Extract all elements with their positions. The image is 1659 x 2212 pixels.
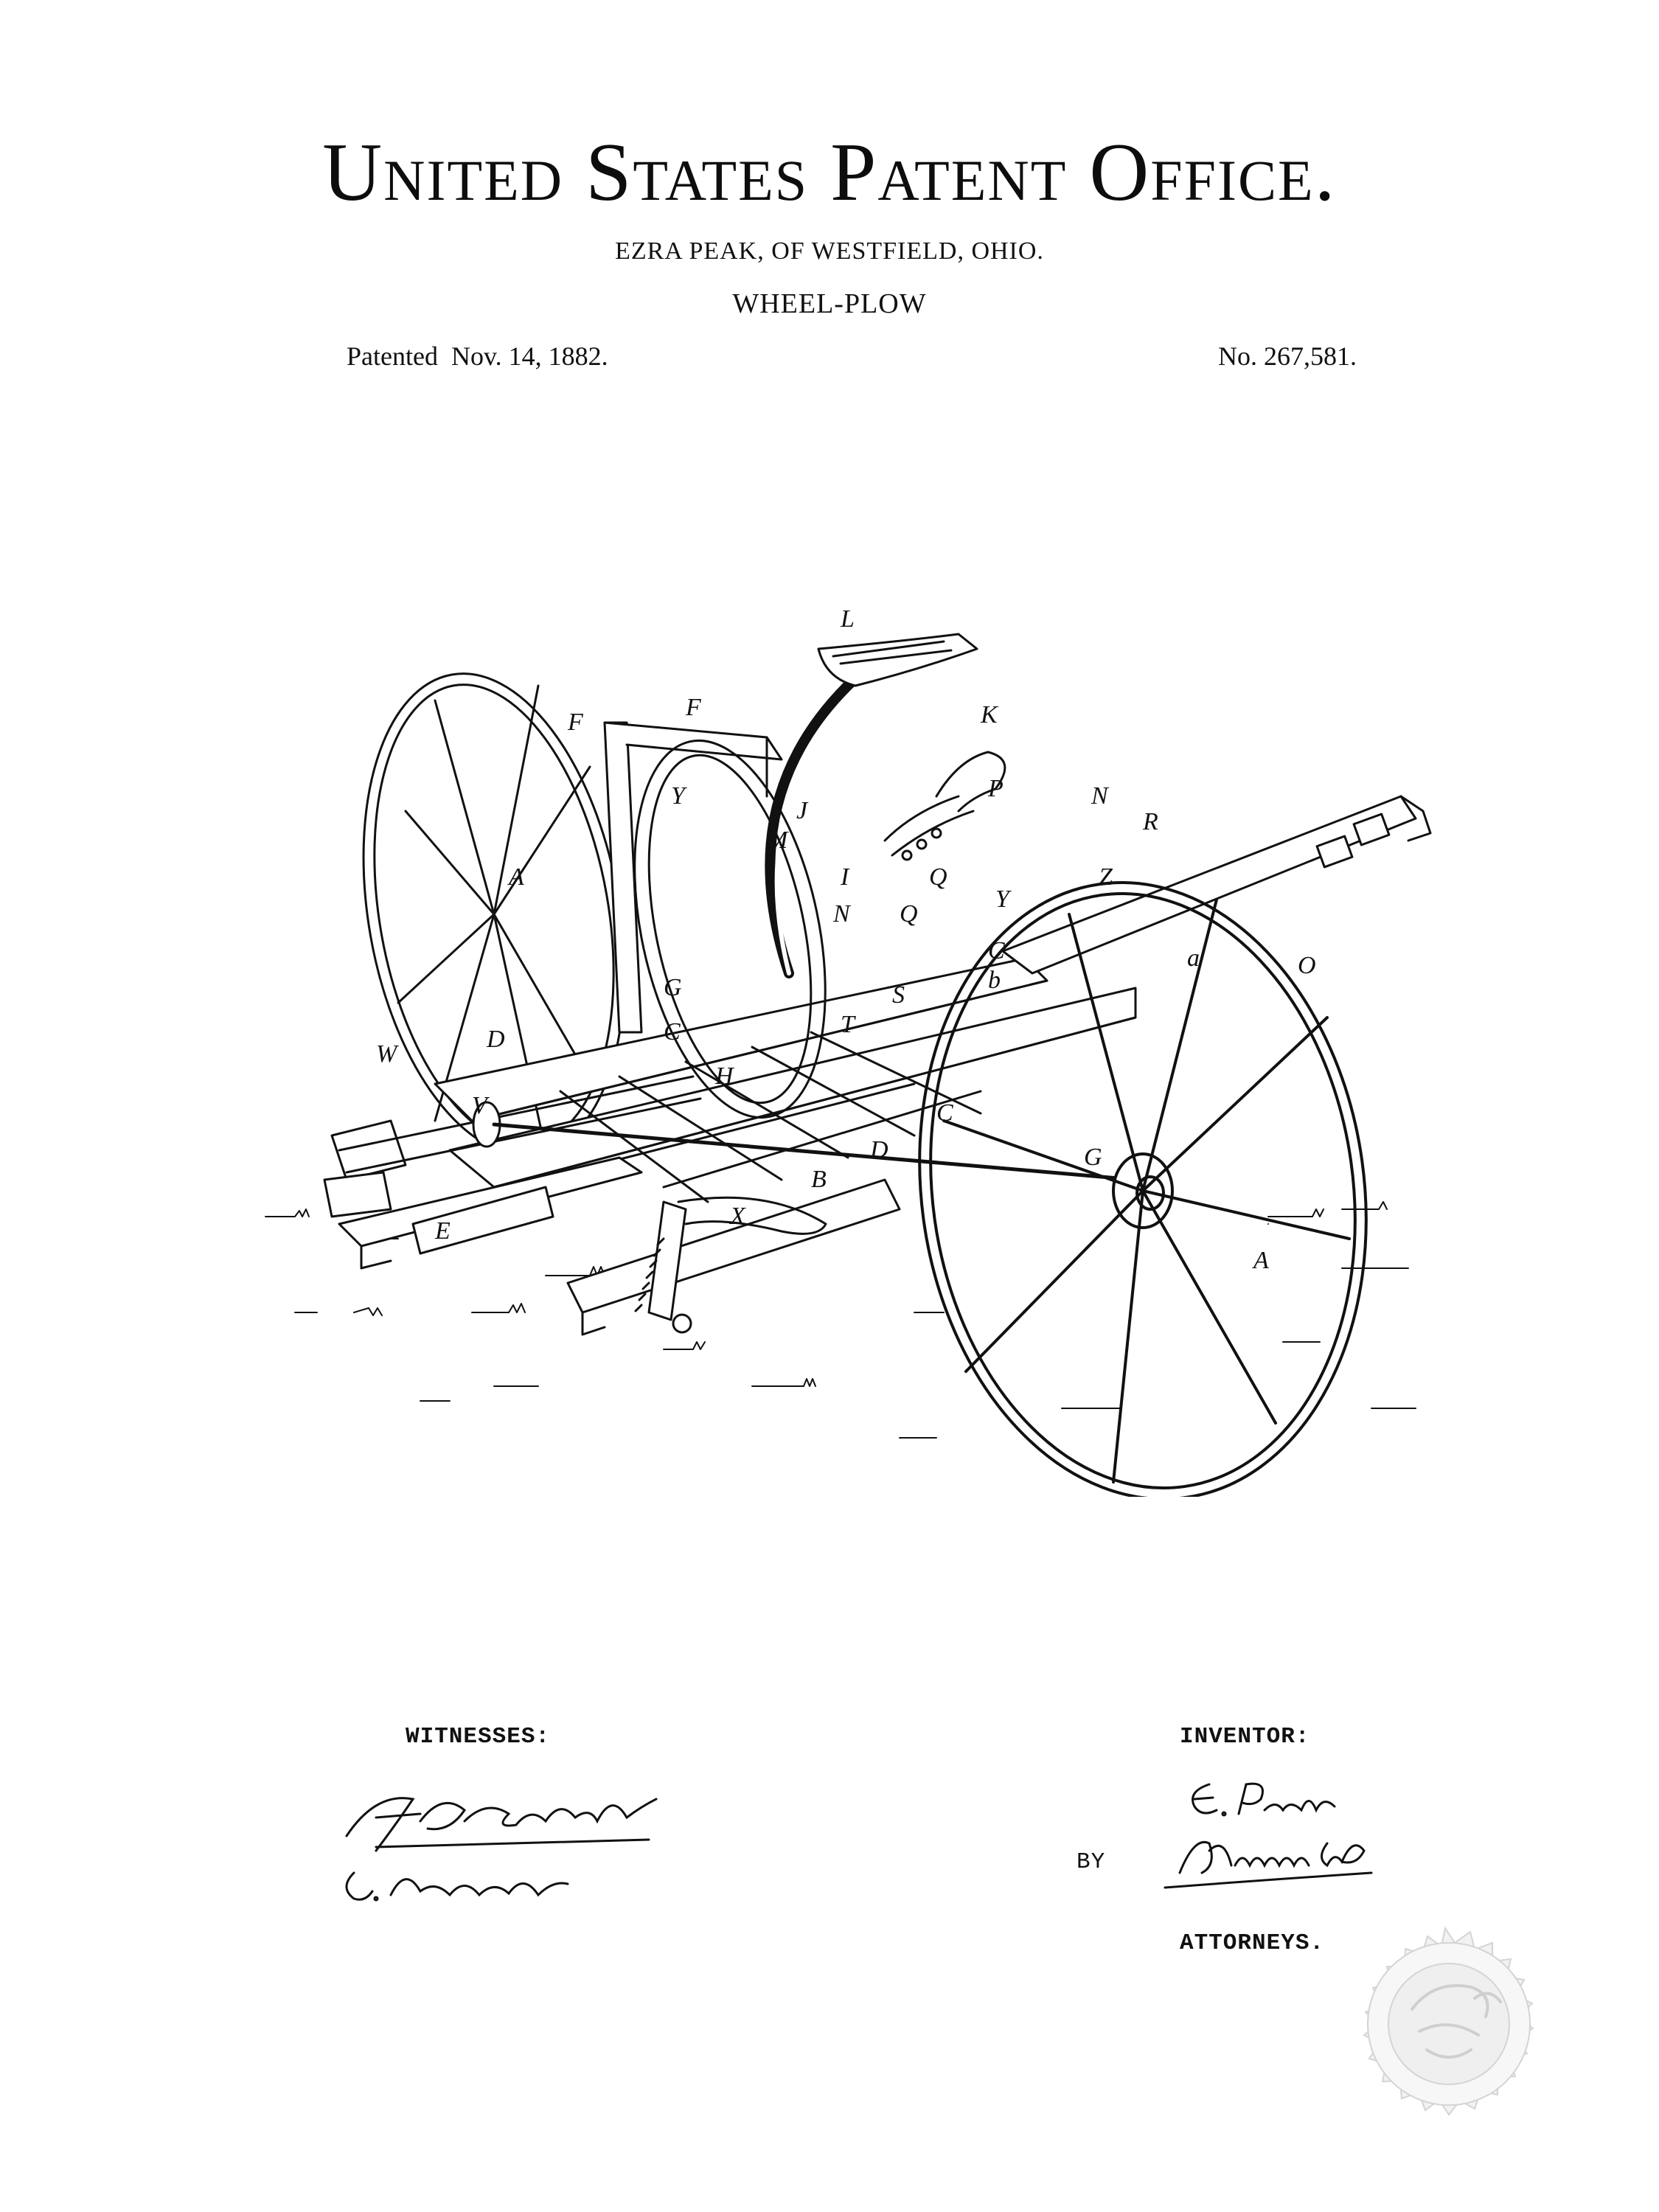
attorneys-heading: ATTORNEYS.	[1180, 1930, 1325, 1956]
ref-letter: W	[376, 1040, 397, 1068]
ref-letter: a	[1187, 945, 1200, 972]
inventor-heading: INVENTOR:	[1180, 1724, 1310, 1750]
ref-letter: K	[981, 701, 998, 728]
ref-letter: V	[472, 1092, 487, 1119]
inventor-line: EZRA PEAK, OF WESTFIELD, OHIO.	[615, 237, 1044, 265]
ref-letter: E	[435, 1217, 451, 1245]
attorney-signature	[1150, 1821, 1386, 1902]
ref-letter: C	[664, 1018, 681, 1046]
ref-letter: C	[988, 937, 1005, 964]
ref-letter: A	[509, 863, 524, 891]
witnesses-heading: WITNESSES:	[406, 1724, 551, 1750]
ref-letter: C	[936, 1099, 953, 1127]
ref-letter: T	[841, 1011, 855, 1038]
ref-letter: Q	[900, 900, 918, 928]
witness-signature-1	[332, 1777, 671, 1858]
ref-letter: N	[833, 900, 850, 928]
ref-letter: L	[841, 605, 855, 633]
by-label: BY	[1077, 1849, 1106, 1875]
inventor-signature	[1172, 1770, 1349, 1829]
ref-letter: Y	[995, 886, 1009, 913]
patent-date: Patented Nov. 14, 1882.	[347, 341, 608, 371]
ref-letter: I	[841, 863, 849, 891]
ref-letter: F	[686, 694, 701, 721]
ref-letter: P	[988, 775, 1004, 802]
office-title: United States Patent Office.	[322, 127, 1337, 218]
ref-letter: B	[811, 1166, 827, 1193]
ref-letter: Q	[929, 863, 947, 891]
ref-letter: b	[988, 967, 1001, 994]
ref-letter: J	[796, 797, 808, 824]
ref-letter: G	[664, 974, 682, 1001]
ref-letter: N	[1091, 782, 1108, 810]
ref-letter: Z	[1099, 863, 1113, 891]
ref-letter: D	[870, 1136, 888, 1164]
embossed-seal	[1324, 1899, 1567, 2142]
ref-letter: M	[767, 827, 788, 854]
ref-letter: D	[487, 1026, 505, 1053]
ref-letter: S	[892, 981, 905, 1009]
wheel-plow-drawing	[251, 575, 1445, 1497]
front-wheel	[880, 853, 1405, 1497]
ref-letter: O	[1298, 952, 1316, 979]
ref-letter: Y	[671, 782, 685, 810]
ref-letter: R	[1143, 808, 1158, 835]
ref-letter: F	[568, 709, 583, 736]
ref-letter: G	[1084, 1144, 1102, 1171]
ref-letter: A	[1253, 1247, 1269, 1274]
invention-title: WHEEL-PLOW	[732, 288, 927, 319]
ref-letter: X	[730, 1203, 745, 1230]
patent-number: No. 267,581.	[1218, 341, 1357, 371]
ref-letter: H	[715, 1062, 734, 1090]
witness-signature-2	[332, 1851, 582, 1910]
